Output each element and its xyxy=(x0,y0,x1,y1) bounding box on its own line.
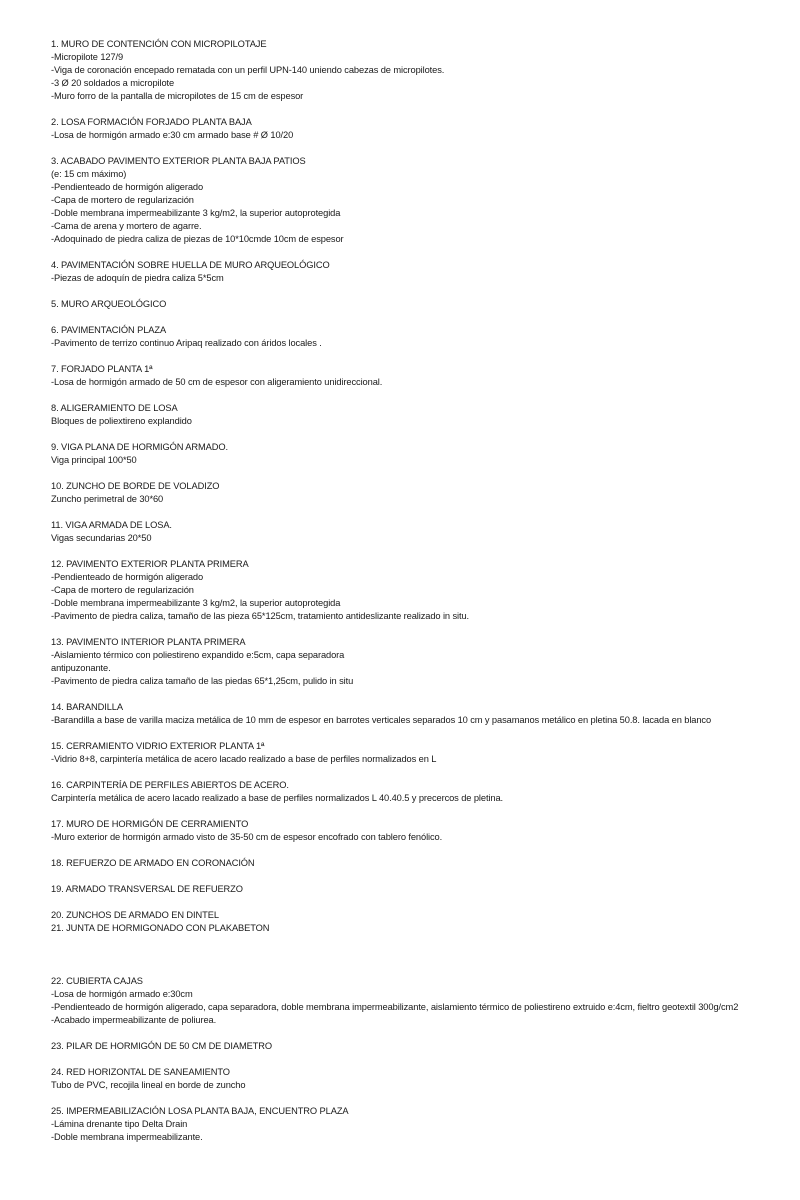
legend-section xyxy=(51,324,796,350)
section-line: -Micropilote 127/9 xyxy=(51,52,124,62)
section-title: 3. ACABADO PAVIMENTO EXTERIOR PLANTA BAJA PATIOS xyxy=(51,156,306,166)
section-line: -Cama de arena y mortero de agarre. xyxy=(51,221,202,231)
section-title: 2. LOSA FORMACIÓN FORJADO PLANTA BAJA xyxy=(51,117,252,127)
section-title: 24. RED HORIZONTAL DE SANEAMIENTO xyxy=(51,1067,230,1077)
legend-section xyxy=(51,38,796,103)
section-line: -Pavimento de terrizo continuo Aripaq realizado con áridos locales . xyxy=(51,338,322,348)
section-title: 8. ALIGERAMIENTO DE LOSA xyxy=(51,403,178,413)
legend-section xyxy=(51,1066,796,1092)
section-line: -Capa de mortero de regularización xyxy=(51,195,194,205)
section-line: -Acabado impermeabilizante de poliurea. xyxy=(51,1015,217,1025)
section-line: Zuncho perimetral de 30*60 xyxy=(51,494,164,504)
section-line: -Piezas de adoquín de piedra caliza 5*5cm xyxy=(51,273,224,283)
section-title: 12. PAVIMENTO EXTERIOR PLANTA PRIMERA xyxy=(51,559,249,569)
section-line: -Pendienteado de hormigón aligerado, capa separadora, doble membrana impermeabilizante, aislamiento térmico de poliestireno extruido e:4cm, fieltro geotextil 300g/cm2 xyxy=(51,1002,739,1012)
legend-section xyxy=(51,779,796,805)
section-line: Vigas secundarias 20*50 xyxy=(51,533,152,543)
section-line: -Muro forro de la pantalla de micropilotes de 15 cm de espesor xyxy=(51,91,304,101)
section-title: 9. VIGA PLANA DE HORMIGÓN ARMADO. xyxy=(51,442,228,452)
legend-section xyxy=(51,701,796,727)
section-line: Carpintería metálica de acero lacado realizado a base de perfiles normalizados L 40.40.5 y precercos de pletina. xyxy=(51,793,504,803)
section-line: -Barandilla a base de varilla maciza metálica de 10 mm de espesor en barrotes verticales separados 10 cm y pasamanos metálico en pletina 50.8. lacada en blanco xyxy=(51,715,712,725)
section-line: Tubo de PVC, recojila lineal en borde de zuncho xyxy=(51,1080,246,1090)
legend-section xyxy=(51,636,796,688)
section-line: -Adoquinado de piedra caliza de piezas de 10*10cmde 10cm de espesor xyxy=(51,234,344,244)
section-line: Viga principal 100*50 xyxy=(51,455,137,465)
legend-section xyxy=(51,155,796,246)
section-title: 1. MURO DE CONTENCIÓN CON MICROPILOTAJE xyxy=(51,39,267,49)
section-line: (e: 15 cm máximo) xyxy=(51,169,127,179)
section-title: 6. PAVIMENTACIÓN PLAZA xyxy=(51,325,167,335)
legend-section xyxy=(51,480,796,506)
section-line: -Lámina drenante tipo Delta Drain xyxy=(51,1119,188,1129)
section-title: 23. PILAR DE HORMIGÓN DE 50 CM DE DIAMETRO xyxy=(51,1041,273,1051)
section-line: -Pendienteado de hormigón aligerado xyxy=(51,182,204,192)
section-title: 4. PAVIMENTACIÓN SOBRE HUELLA DE MURO ARQUEOLÓGICO xyxy=(51,260,330,270)
section-title: 25. IMPERMEABILIZACIÓN LOSA PLANTA BAJA, ENCUENTRO PLAZA xyxy=(51,1106,349,1116)
section-line: -Doble membrana impermeabilizante. xyxy=(51,1132,203,1142)
legend-section xyxy=(51,1105,796,1144)
section-title: 18. REFUERZO DE ARMADO EN CORONACIÓN xyxy=(51,858,255,868)
section-line: -Vidrio 8+8, carpintería metálica de acero lacado realizado a base de perfiles normalizados en L xyxy=(51,754,437,764)
section-title: 10. ZUNCHO DE BORDE DE VOLADIZO xyxy=(51,481,220,491)
legend-section xyxy=(51,298,796,311)
legend-section xyxy=(51,883,796,896)
section-line: -Losa de hormigón armado e:30 cm armado base # Ø 10/20 xyxy=(51,130,294,140)
section-line: Bloques de poliextireno explandido xyxy=(51,416,192,426)
section-title: 11. VIGA ARMADA DE LOSA. xyxy=(51,520,172,530)
section-line: -Pendienteado de hormigón aligerado xyxy=(51,572,204,582)
legend-section xyxy=(51,441,796,467)
section-title: 13. PAVIMENTO INTERIOR PLANTA PRIMERA xyxy=(51,637,246,647)
section-title: 14. BARANDILLA xyxy=(51,702,123,712)
section-line: antipuzonante. xyxy=(51,663,111,673)
section-line: -Muro exterior de hormigón armado visto de 35-50 cm de espesor encofrado con tablero fenólico. xyxy=(51,832,443,842)
section-line: -Doble membrana impermeabilizante 3 kg/m2, la superior autoprotegida xyxy=(51,598,341,608)
legend-section xyxy=(51,857,796,870)
section-title: 15. CERRAMIENTO VIDRIO EXTERIOR PLANTA 1ª xyxy=(51,741,265,751)
section-title: 17. MURO DE HORMIGÓN DE CERRAMIENTO xyxy=(51,819,249,829)
section-line: -Pavimento de piedra caliza, tamaño de las pieza 65*125cm, tratamiento antideslizante realizado in situ. xyxy=(51,611,470,621)
legend-section xyxy=(51,116,796,142)
legend-section xyxy=(51,1040,796,1053)
section-line: -Pavimento de piedra caliza tamaño de las piedas 65*1,25cm, pulido in situ xyxy=(51,676,354,686)
section-line: -3 Ø 20 soldados a micropilote xyxy=(51,78,175,88)
legend-section xyxy=(51,818,796,844)
section-line: -Losa de hormigón armado e:30cm xyxy=(51,989,193,999)
section-title: 19. ARMADO TRANSVERSAL DE REFUERZO xyxy=(51,884,243,894)
legend-section xyxy=(51,259,796,285)
section-line: -Losa de hormigón armado de 50 cm de espesor con aligeramiento unidireccional. xyxy=(51,377,383,387)
legend-section xyxy=(51,975,796,1027)
legend-section xyxy=(51,558,796,623)
legend-section xyxy=(51,519,796,545)
legend-section xyxy=(51,363,796,389)
section-title: 16. CARPINTERÍA DE PERFILES ABIERTOS DE ACERO. xyxy=(51,780,289,790)
legend-section xyxy=(51,402,796,428)
section-line: -Aislamiento térmico con poliestireno expandido e:5cm, capa separadora xyxy=(51,650,345,660)
section-line: -Capa de mortero de regularización xyxy=(51,585,194,595)
legend-section xyxy=(51,740,796,766)
section-title: 5. MURO ARQUEOLÓGICO xyxy=(51,299,167,309)
section-title: 7. FORJADO PLANTA 1ª xyxy=(51,364,153,374)
section-line: -Viga de coronación encepado rematada con un perfil UPN-140 uniendo cabezas de micropilotes. xyxy=(51,65,445,75)
section-line: -Doble membrana impermeabilizante 3 kg/m2, la superior autoprotegida xyxy=(51,208,341,218)
section-title: 22. CUBIERTA CAJAS xyxy=(51,976,143,986)
legend-section xyxy=(51,909,796,935)
legend-document xyxy=(51,38,796,1157)
section-line: 21. JUNTA DE HORMIGONADO CON PLAKABETON xyxy=(51,923,270,933)
section-title: 20. ZUNCHOS DE ARMADO EN DINTEL xyxy=(51,910,219,920)
